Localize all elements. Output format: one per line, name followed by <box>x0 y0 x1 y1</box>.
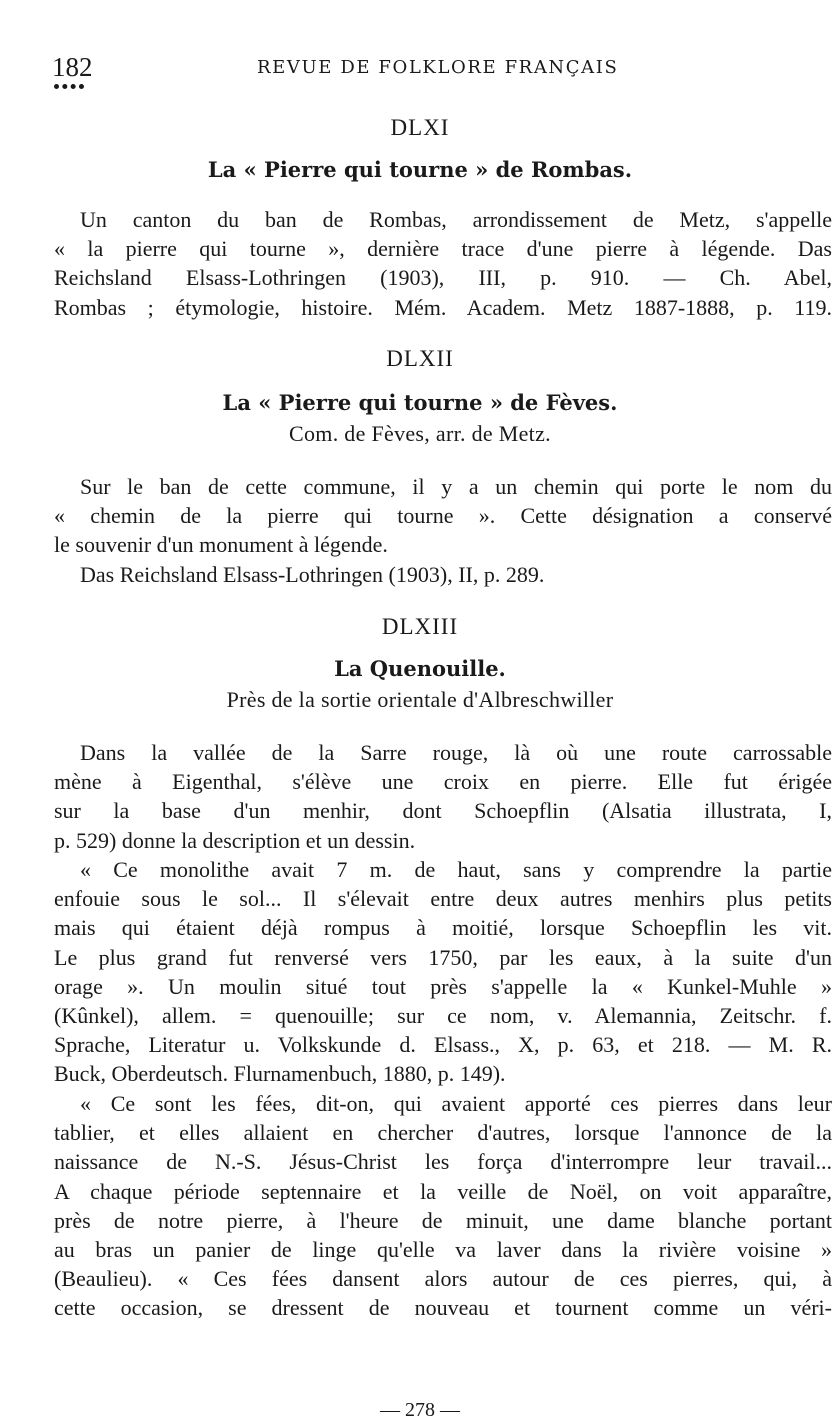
entry-paragraph-2-dlxiii <box>54 855 832 1089</box>
text-line: enfouie sous le sol... Il s'élevait entre deux autres menhirs plus petits <box>54 886 832 912</box>
bibliographic-reference: Das Reichsland Elsass-Lothringen (1903), II, p. 289. <box>80 561 545 587</box>
text-line: « Ce monolithe avait 7 m. de haut, sans y comprendre la partie <box>80 857 832 882</box>
text-line: mène à Eigenthal, s'élève une croix en pierre. Elle fut érigée <box>54 769 832 795</box>
text-line: Sur le ban de cette commune, il y a un chemin qui porte le nom du <box>80 474 832 499</box>
text-line: « Ce sont les fées, dit-on, qui avaient apporté ces pierres dans leur <box>80 1091 832 1116</box>
text-line: orage ». Un moulin situé tout près s'appelle la « Kunkel-Muhle » <box>54 973 832 999</box>
entry-title-dlxi: La « Pierre qui tourne » de Rombas. <box>207 157 633 182</box>
entry-body-dlxii <box>54 472 832 589</box>
entry-body-dlxi <box>54 205 832 322</box>
text-line: p. 529) donne la description et un dessin. <box>54 827 416 853</box>
journal-title: REVUE DE FOLKLORE FRANÇAIS <box>257 57 619 78</box>
page-number: 182 <box>52 52 93 82</box>
page-number-ornament <box>54 84 84 95</box>
text-line: Dans la vallée de la Sarre rouge, là où une route carrossable <box>80 740 832 765</box>
running-head <box>52 52 832 92</box>
text-line: Un canton du ban de Rombas, arrondissement de Metz, s'appelle <box>80 207 832 232</box>
text-line: (Kûnkel), allem. = quenouille; sur ce nom, v. Alemannia, Zeitschr. f. <box>54 1003 832 1029</box>
entry-subtitle-dlxii: Com. de Fèves, arr. de Metz. <box>289 421 551 446</box>
entry-subtitle-dlxiii: Près de la sortie orientale d'Albreschwiller <box>226 687 614 712</box>
text-line: « chemin de la pierre qui tourne ». Cette désignation a conservé <box>54 503 832 529</box>
entry-title-dlxii: La « Pierre qui tourne » de Fèves. <box>222 390 618 415</box>
text-line: « la pierre qui tourne », dernière trace d'une pierre à légende. Das <box>54 236 832 262</box>
text-line: le souvenir d'un monument à légende. <box>54 532 388 558</box>
entry-paragraph-1-dlxiii <box>54 738 832 855</box>
text-line: au bras un panier de linge qu'elle va laver dans la rivière voisine » <box>54 1237 832 1263</box>
entry-number-dlxiii: DLXIII <box>381 614 459 639</box>
text-line: (Beaulieu). « Ces fées dansent alors autour de ces pierres, qui, à <box>54 1266 832 1292</box>
text-line: A chaque période septennaire et la veille de Noël, on voit apparaître, <box>54 1178 832 1204</box>
text-line: près de notre pierre, à l'heure de minuit, une dame blanche portant <box>54 1207 832 1233</box>
text-line: naissance de N.-S. Jésus-Christ les força d'interrompre leur travail... <box>54 1149 832 1175</box>
text-line: cette occasion, se dressent de nouveau et tournent comme un véri- <box>54 1295 832 1321</box>
entry-title-dlxiii: La Quenouille. <box>334 656 506 681</box>
text-line: Rombas ; étymologie, histoire. Mém. Academ. Metz 1887-1888, p. 119. <box>54 294 832 320</box>
entry-paragraph-3-dlxiii <box>54 1089 832 1323</box>
entry-number-dlxii: DLXII <box>386 346 454 371</box>
text-line: tablier, et elles allaient en chercher d'autres, lorsque l'annonce de la <box>54 1120 832 1146</box>
text-line: Sprache, Literatur u. Volkskunde d. Elsass., X, p. 63, et 218. — M. R. <box>54 1032 832 1058</box>
footer-page-marker: — 278 — <box>380 1399 460 1421</box>
text-line: Reichsland Elsass-Lothringen (1903), III, p. 910. — Ch. Abel, <box>54 265 832 291</box>
text-line: Le plus grand fut renversé vers 1750, par les eaux, à la suite d'un <box>54 944 832 970</box>
text-line: sur la base d'un menhir, dont Schoepflin (Alsatia illustrata, I, <box>54 798 832 824</box>
entry-number-dlxi: DLXI <box>390 115 450 140</box>
text-line: Buck, Oberdeutsch. Flurnamenbuch, 1880, p. 149). <box>54 1061 506 1087</box>
text-line: mais qui étaient déjà rompus à moitié, lorsque Schoepflin les vit. <box>54 915 832 941</box>
